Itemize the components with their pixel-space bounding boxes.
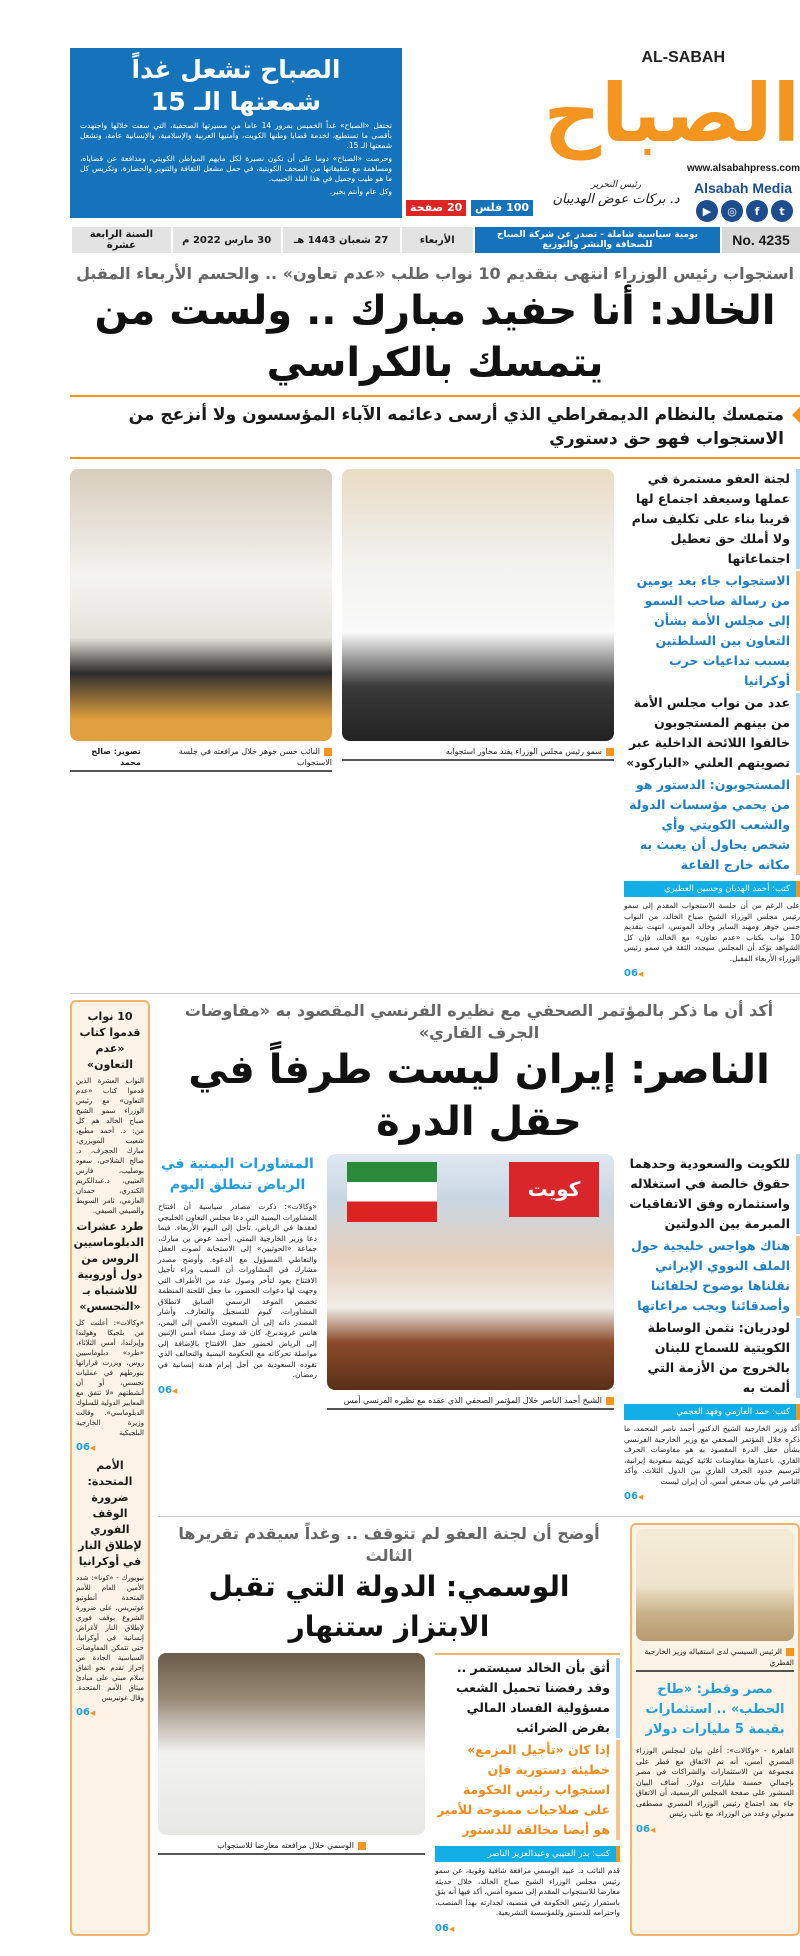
sisi-meeting-photo bbox=[636, 1529, 794, 1641]
lead-photo-prime-minister bbox=[342, 469, 614, 741]
press-photo-block bbox=[327, 1154, 614, 1504]
masthead bbox=[406, 48, 800, 223]
promo-text: تحتفل «الصباح» غداً الخميس بمرور 14 عاما من مسيرتها الصحفية، التي سعت خلالها واجتهدت بأقصى ما تستطيع، لخدمة قضايا وطنها الكويت، وأمتيها العربية والإسلامية، والإنسانية عامة، وتشعل شمعتها الـ 15. bbox=[80, 121, 392, 150]
logo-english: AL-SABAH bbox=[641, 49, 725, 66]
page-reference-link[interactable]: 06 ◀ bbox=[158, 1384, 317, 1398]
lead-photo-mp bbox=[70, 469, 332, 741]
press-conference-photo bbox=[327, 1154, 614, 1390]
byline: كتب: بدر العتيبي وعبدالعزيز الناصر bbox=[435, 1846, 620, 1862]
kuwait-flag bbox=[347, 1162, 437, 1222]
photo-caption: الرئيس السيسي لدى استقباله وزير الخارجية القطري bbox=[636, 1644, 794, 1672]
side-body: نيويورك - «كونا»: شدد الأمين العام للأمم المتحدة أنطونيو غوتيريس، على ضرورة الشروع بوقف فوري لإطلاق النار لأغراض إنسانية في أوكرانيا، حتى تتمكن المفاوضات السياسية الجادة من إحراز تقدم نحو اتفاق سلام مبني على مبادئ ميثاق الأمم المتحدة. وقال غوتيريس bbox=[76, 1574, 144, 1702]
day: الأربعاء bbox=[400, 227, 473, 253]
highlight: لجنة العفو مستمرة في عملها وسيعقد اجتماع لها قريبا بناء على تكليف سام ولا أملك حق تعطيل اجتماعاتها bbox=[624, 469, 800, 569]
caption-marker-icon bbox=[606, 748, 614, 756]
second-headline[interactable]: الناصر: إيران ليست طرفاً في حقل الدرة bbox=[188, 1047, 770, 1145]
instagram-icon[interactable]: ◎ bbox=[721, 200, 743, 222]
photo-caption: النائب حسن جوهر خلال مرافعته في جلسة الاستجواب تصوير: صالح محمد bbox=[70, 744, 332, 772]
page-reference-link[interactable]: 06 ◀ bbox=[624, 967, 800, 981]
promo-text: وكل عام وأنتم بخير. bbox=[329, 187, 392, 196]
second-kicker: أكد أن ما ذكر بالمؤتمر الصحفي مع نظيره الفرنسي المقصود به «مفاوضات الجرف القاري» bbox=[184, 1001, 774, 1042]
photo-caption: سمو رئيس مجلس الوزراء يفند محاور استجوابه bbox=[342, 744, 614, 761]
tagline: يومية سياسية شاملة - تصدر عن شركة الصباح للصحافة والنشر والتوزيع bbox=[473, 227, 720, 253]
wasmi-photo-block bbox=[158, 1653, 425, 1936]
center-photo-block bbox=[342, 469, 614, 981]
highlight: المستجوبون: الدستور هو من يحمي مؤسسات الدولة والشعب الكويتي وأي شخص يحاول أن يعبث به مكانه خارج القاعة bbox=[624, 775, 800, 875]
side-headline[interactable]: الأمم المتحدة: ضرورة الوقف الفوري لإطلاق النار في أوكرانيا bbox=[78, 1459, 142, 1568]
lower-main bbox=[158, 1000, 800, 1936]
side-headline[interactable]: 10 نواب قدموا كتاب «عدم التعاون» bbox=[79, 1010, 141, 1071]
highlight: عدد من نواب مجلس الأمة من بينهم المستجوبون خالفوا اللائحة الداخلية عبر تصويتهم العلني «الباركود» bbox=[624, 693, 800, 773]
highlight: إذا كان «تأجيل المزمع» خطيئة دستورية فإن استجواب رئيس الحكومة على صلاحيات ممنوحة للأمير هو أيضا مخالفة للدستور bbox=[435, 1740, 620, 1840]
editor-in-chief bbox=[546, 180, 686, 208]
page-reference-link[interactable]: 06 ◀ bbox=[636, 1823, 794, 1837]
yemen-story bbox=[158, 1154, 317, 1504]
article-body: القاهرة - «وكالات»: أعلن بيان لمجلس الوزراء المصري أمس، أنه تم الاتفاق مع قطر على مجموعة من الاستثمارات والشراكات في مصر بإجمالي خمسة مليارات دولار. أضاف البيان المنشور على صفحة المجلس الرسمية، أن الاتفاق جاء بعد اجتماع رئيس الوزراء المصري مصطفى مدبولي وعدد من الوزراء، مع نائب رئيس bbox=[636, 1746, 794, 1818]
third-highlights bbox=[435, 1653, 620, 1936]
caption-marker-icon bbox=[358, 1842, 366, 1850]
third-headline[interactable]: الوسمي: الدولة التي تقبل الابتزاز ستنهار bbox=[208, 1570, 570, 1643]
third-story-row bbox=[158, 1653, 620, 1936]
egypt-qatar-box bbox=[630, 1523, 800, 1936]
media-label: Alsabah Media bbox=[694, 180, 793, 196]
lead-story-row bbox=[70, 469, 800, 981]
byline: كتب: حمد العازمي وفهد العجمي bbox=[624, 1404, 800, 1420]
article-body: «وكالات»: ذكرت مصادر سياسية أن افتتاح المشاورات اليمنية التي دعا مجلس التعاون الخليجي لعقدها في الرياض، تأجل إلى اليوم الأربعاء. فيما دعا وزير الخارجية اليمني، أحمد عوض بن مبارك، جماعة «الحوثيين» إلى الاستجابة لصوت العقل والتعاطي المسؤول مع الدعوة. وأوضح مصدر مشارك في المشاورات أن السبب وراء تأجيل الافتتاح يعود لتأخر وصول عدد من الأطراف التي وجهت لها دعوات الحضور، ما جعل اللجنة المنظمة تخصص الموعد الرسمي السابق لانطلاق المشاورات، كيوم للتسجيل والتعارف. وأشار المصدر ذاته إلى أن المبعوث الأممي إلى اليمن، هانس غروندبرغ، كان قد وصل مساء أمس الإثنين إلى الرياض لحضور حفل الافتتاح بالإضافة إلى مواصلة تحركاته مع الحكومة اليمنية والتحالف الذي تقوده السعودية من أجل إبرام هدنة إنسانية في رمضان. bbox=[158, 1202, 317, 1379]
website-link[interactable]: www.alsabahpress.com bbox=[686, 163, 800, 174]
page-reference-link[interactable]: 06 ◀ bbox=[435, 1922, 620, 1936]
editor-signature: د. بركات عوض الهديبان bbox=[552, 192, 680, 207]
lead-headline[interactable]: الخالد: أنا حفيد مبارك .. ولست من يتمسك بالكراسي bbox=[94, 288, 776, 386]
third-kicker: أوضح أن لجنة العفو لم تتوقف .. وغداً سيقدم تقريرها الثالث bbox=[178, 1524, 600, 1565]
photo-caption: الوسمي خلال مرافعته معارضا للاستجواب bbox=[158, 1838, 425, 1855]
second-highlights bbox=[624, 1154, 800, 1504]
article-body: أكد وزير الخارجية الشيخ الدكتور أحمد ناصر المحمد، ما ذكره خلال المؤتمر الصحفي مع وزير الخارجية الفرنسي بشأن حقل الدرة المقصود به هو مفاوضات الجرف القاري، باعتبارها مفاوضات ثلاثية كويتية سعودية إيرانية، لترسيم حدود الجرف القاري بين الدول الثلاث. وأكد الناصر في بيان صحفي أمس، أن إيران ليست bbox=[624, 1424, 800, 1486]
page-reference-link[interactable]: 06 ◀ bbox=[76, 1441, 144, 1455]
issue-number: No. 4235 bbox=[720, 227, 800, 253]
highlight: أثق بأن الخالد سيستمر .. وقد رفضنا تحميل الشعب مسؤولية الفساد المالي بفرض الضرائب bbox=[435, 1658, 620, 1738]
caption-marker-icon bbox=[606, 1397, 614, 1405]
editor-title: رئيس التحرير bbox=[590, 180, 642, 190]
egypt-headline[interactable]: مصر وقطر: «طاح الحطب» .. استثمارات بقيمة 5 مليارات دولار bbox=[645, 1682, 785, 1737]
side-column bbox=[70, 1000, 150, 1936]
youtube-icon[interactable]: ▶ bbox=[696, 200, 718, 222]
byline: كتب: أحمد الهديان وحسين العطيري bbox=[624, 881, 800, 897]
caption-marker-icon bbox=[786, 1648, 794, 1656]
caption-marker-icon bbox=[324, 748, 332, 756]
year-volume: السنة الرابعة عشرة bbox=[70, 227, 171, 253]
header bbox=[70, 48, 800, 223]
left-photo-block bbox=[70, 469, 332, 981]
page-reference-link[interactable]: 06 ◀ bbox=[76, 1706, 144, 1720]
side-body: «وكالات»: أعلنت كل من بلجيكا وهولندا وإيرلندا، أمس الثلاثاء، «طرد» دبلوماسيين روس، وبررت قراراتها بتورطهم في عمليات تجسس، أو أن أنشطتهم «لا تتفق مع المعايير الدولية للسلوك الدبلوماسي». وقالت وزيرة الخارجية البلجيكية bbox=[76, 1319, 144, 1437]
logo-arabic[interactable]: الصباح bbox=[543, 67, 800, 160]
gregorian-date: 30 مارس 2022 م bbox=[171, 227, 281, 253]
yemen-headline[interactable]: المشاورات اليمنية في الرياض تنطلق اليوم bbox=[161, 1156, 314, 1193]
side-headline[interactable]: طرد عشرات الدبلوماسيين الروس من دول أوروبية للاشتباه بـ «التجسس» bbox=[73, 1220, 144, 1313]
second-story-row bbox=[158, 1154, 800, 1504]
lead-kicker: استجواب رئيس الوزراء انتهى بتقديم 10 نواب طلب «عدم تعاون» .. والحسم الأربعاء المقبل bbox=[76, 264, 794, 283]
promo-title: الصباح تشعل غداً bbox=[131, 55, 341, 84]
lead-subheadline: متمسك بالنظام الديمقراطي الذي أرسى دعائمه الآباء المؤسسون ولا أنزعج من الاستجواب فهو حق دستوري bbox=[70, 395, 800, 459]
side-body: النواب العشرة الذين قدموا كتاب «عدم التعاون» مع رئيس الوزراء سمو الشيخ صباح الخالد هم كل من: د. أحمد مطيع، شعيب المويزري، مبارك الحجرف، د. صالح الشلاحي، سعود بوصليب، فارس العتيبي، د.عبدالكريم الكندري، حمدان العازمي، ثامر السويط والصيفي الصيفي. bbox=[76, 1077, 144, 1215]
mural-banner: كويت bbox=[509, 1162, 599, 1217]
highlight: هناك هواجس خليجية حول الملف النووي الإيراني نقلناها بوضوح لحلفائنا وأصدقائنا ويجب مراعاتها bbox=[624, 1236, 800, 1316]
price-badge: 100 فلس bbox=[471, 200, 533, 216]
facebook-icon[interactable]: f bbox=[746, 200, 768, 222]
twitter-icon[interactable]: t bbox=[771, 200, 793, 222]
promo-title-2: شمعتها الـ 15 bbox=[150, 87, 322, 116]
third-story bbox=[158, 1523, 620, 1936]
highlight: للكويت والسعودية وحدهما حقوق خالصة في استغلاله واستثماره وفق الاتفاقيات المبرمة بين الدولتين bbox=[624, 1154, 800, 1234]
anniversary-promo-box bbox=[70, 48, 402, 218]
front-page bbox=[70, 0, 800, 1956]
wasmi-photo bbox=[158, 1653, 425, 1835]
photographer-credit: تصوير: صالح محمد bbox=[91, 747, 141, 767]
highlight: الاستجواب جاء بعد يومين من رسالة صاحب السمو إلى مجلس الأمة بشأن التعاون بين السلطتين بسبب تداعيات حرب أوكرانيا bbox=[624, 571, 800, 691]
date-bar bbox=[70, 227, 800, 253]
pages-badge: 20 صفحة bbox=[406, 200, 466, 216]
article-body: قدم النائب د. عبيد الوسمي مرافعة شافية وقوية، عن سمو رئيس مجلس الوزراء الشيخ صباح الخالد، خلال حديثه معارضا للاستجواب المقدم إلى سموه أمس، أكد فيها أنه يثق باستمرار رئيس الحكومة في منصبه، لجدارته بهذا المنصب، واحترامه للدستور وللمؤسسة التشريعية. bbox=[434, 1866, 620, 1917]
promo-text: وحرصت «الصباح» دوما على أن تكون نصيرة لكل مايهم المواطن الكويتي، ومدافعة عن قضاياه، ومساهمة مع شقيقاتها من الصحف الكويتية، في حمل مشعل الثقافة والتنوير والحضارة، وتكريس كل ما هو طيب وجميل في هذا البلد الحبيب. bbox=[80, 154, 392, 183]
page-reference-link[interactable]: 06 ◀ bbox=[624, 1490, 800, 1504]
hijri-date: 27 شعبان 1443 هـ bbox=[281, 227, 400, 253]
third-section bbox=[158, 1516, 800, 1936]
lower-section bbox=[70, 993, 800, 1936]
highlight: لودريان: نثمن الوساطة الكويتية للسماح للبنان بالخروج من الأزمة التي ألمت به bbox=[624, 1318, 800, 1398]
photo-caption: الشيخ أحمد الناصر خلال المؤتمر الصحفي الذي عقده مع نظيره الفرنسي أمس bbox=[327, 1393, 614, 1410]
article-body: على الرغم من أن جلسة الاستجواب المقدم إلى سمو رئيس مجلس الوزراء الشيخ صباح الخالد، من النواب حسن جوهر ومهند الساير وخالد المونس، انتهت بتقديم 10 نواب بكتاب «عدم تعاون» مع الخالد، فإن كل الشواهد تؤكد أن المجلس سيجدد الثقة في سمو رئيس الوزراء الأربعاء المقبل. bbox=[624, 901, 800, 963]
social-icons bbox=[696, 200, 793, 222]
lead-highlights bbox=[624, 469, 800, 981]
